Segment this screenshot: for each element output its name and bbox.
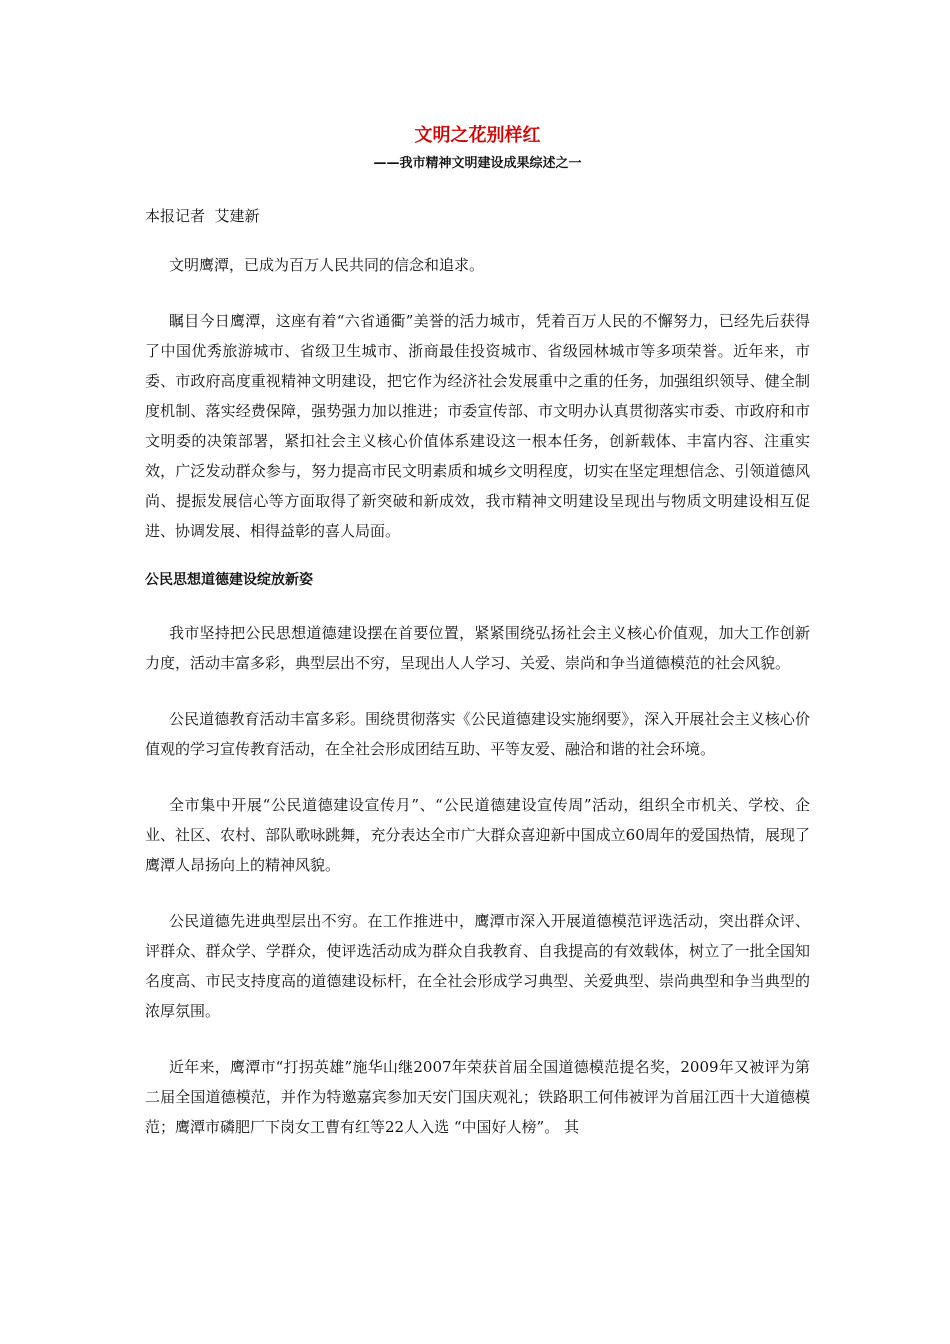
document-page — [145, 124, 810, 1142]
body-paragraph: 公民道德教育活动丰富多彩。围绕贯彻落实《公民道德建设实施纲要》，深入开展社会主义核心价值观的学习宣传教育活动，在全社会形成团结互助、平等友爱、融洽和谐的社会环境。 — [145, 710, 810, 758]
article-subtitle: ——我市精神文明建设成果综述之一 — [373, 156, 582, 171]
body-paragraph: 我市坚持把公民思想道德建设摆在首要位置，紧紧围绕弘扬社会主义核心价值观，加大工作创新力度，活动丰富多彩，典型层出不穷，呈现出人人学习、关爱、崇尚和争当道德模范的社会风貌。 — [145, 624, 810, 672]
article-title: 文明之花别样红 — [414, 125, 541, 146]
section-heading: 公民思想道德建设绽放新姿 — [145, 572, 313, 588]
body-paragraph: 全市集中开展“公民道德建设宣传月”、“公民道德建设宣传周”活动，组织全市机关、学校、企业、社区、农村、部队歌咏跳舞，充分表达全市广大群众喜迎新中国成立60周年的爱国热情，展现了鹰潭人昂扬向上的精神风貌。 — [145, 796, 810, 874]
body-paragraph: 瞩目今日鹰潭，这座有着“六省通衢”美誉的活力城市，凭着百万人民的不懈努力，已经先后获得了中国优秀旅游城市、省级卫生城市、浙商最佳投资城市、省级园林城市等多项荣誉。近年来，市委、市政府高度重视精神文明建设，把它作为经济社会发展重中之重的任务，加强组织领导、健全制度机制、落实经费保障，强势强力加以推进；市委宣传部、市文明办认真贯彻落实市委、市政府和市文明委的决策部署，紧扣社会主义核心价值体系建设这一根本任务，创新载体、丰富内容、注重实效，广泛发动群众参与，努力提高市民文明素质和城乡文明程度，切实在坚定理想信念、引领道德风尚、提振发展信心等方面取得了新突破和新成效，我市精神文明建设呈现出与物质文明建设相互促进、协调发展、相得益彰的喜人局面。 — [145, 312, 810, 540]
article-byline: 本报记者 艾建新 — [145, 207, 260, 225]
body-paragraph: 近年来，鹰潭市“打拐英雄”施华山继2007年荣获首届全国道德模范提名奖，2009年又被评为第二届全国道德模范，并作为特邀嘉宾参加天安门国庆观礼；铁路职工何伟被评为首届江西十大道德模范；鹰潭市磷肥厂下岗女工曹有红等22人入选 “中国好人榜”。 其 — [145, 1058, 810, 1136]
body-paragraph: 公民道德先进典型层出不穷。在工作推进中，鹰潭市深入开展道德模范评选活动，突出群众评、评群众、群众学、学群众，使评选活动成为群众自我教育、自我提高的有效载体，树立了一批全国知名度高、市民支持度高的道德建设标杆，在全社会形成学习典型、关爱典型、崇尚典型和争当典型的浓厚氛围。 — [145, 912, 810, 1020]
intro-paragraph: 文明鹰潭，已成为百万人民共同的信念和追求。 — [169, 256, 485, 274]
